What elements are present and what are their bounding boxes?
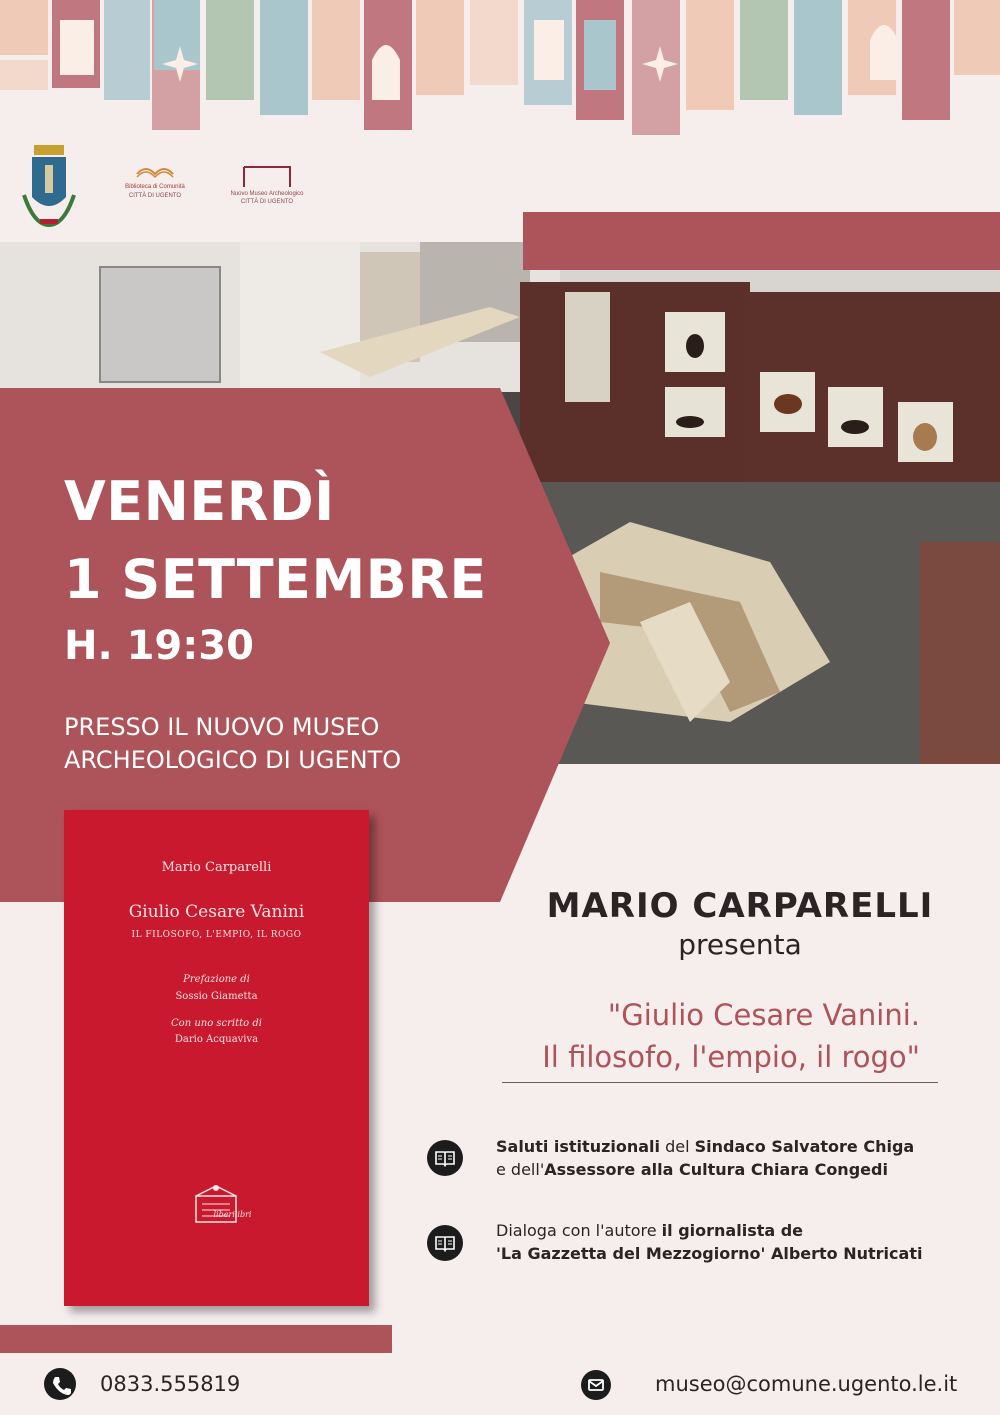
museum-frame-icon [242,165,292,189]
book-cover-writing-label: Con uno scritto di [171,1018,262,1029]
event-time: H. 19:30 [64,623,254,669]
event-day: VENERDÌ [64,470,335,533]
info-greetings-text1: del [660,1137,695,1156]
open-book-icon [135,160,175,180]
book-cover-subtitle: IL FILOSOFO, L'EMPIO, IL ROGO [131,930,302,940]
decorative-banner [0,0,1000,140]
book-title-line2: Il filosofo, l'empio, il rogo" [542,1040,920,1074]
info-greetings-bold1: Saluti istituzionali [496,1137,661,1156]
accent-bar-top [523,212,1000,270]
title-underline [502,1082,938,1083]
info-dialogue-bold2: 'La Gazzetta del Mezzogiorno' Alberto Nutricati [496,1244,923,1263]
info-greetings-text2: e dell' [496,1160,545,1179]
book-cover [64,810,369,1306]
museo-logo-name: Nuovo Museo Archeologico [230,191,304,197]
ugento-coat-of-arms-logo [22,145,76,229]
book-cover-title: Giulio Cesare Vanini [128,902,305,922]
phone-icon [44,1368,76,1400]
info-item-greetings [496,1135,914,1181]
event-venue-line2: ARCHEOLOGICO DI UGENTO [64,746,402,774]
email-address[interactable]: museo@comune.ugento.le.it [655,1372,958,1396]
info-item-dialogue [496,1219,922,1265]
event-date: 1 SETTEMBRE [64,548,487,611]
book-cover-writing-author: Dario Acquaviva [174,1034,259,1045]
accent-bar-bottom [0,1325,392,1353]
info-dialogue-text1: Dialoga con l'autore [496,1221,662,1240]
museo-logo [222,165,312,210]
info-dialogue-bold1: il giornalista de [661,1221,804,1240]
biblioteca-logo-city: CITTÀ DI UGENTO [128,193,182,199]
publisher-logo-icon [188,1182,244,1232]
book-icon [427,1140,463,1176]
presents-label: presenta [678,928,802,961]
book-cover-preface-label: Prefazione di [183,974,250,985]
info-greetings-bold3: Assessore alla Cultura Chiara Congedi [544,1160,888,1179]
book-cover-publisher: liberilibri [213,1210,252,1219]
book-icon [427,1225,463,1261]
presenter-name: MARIO CARPARELLI [546,886,934,926]
event-venue-line1: PRESSO IL NUOVO MUSEO [64,713,380,741]
mail-icon [581,1370,611,1400]
biblioteca-logo [110,160,200,215]
museo-logo-city: CITTÀ DI UGENTO [240,199,294,205]
book-cover-preface-author: Sossio Giametta [175,991,258,1002]
biblioteca-logo-name: Biblioteca di Comunità [125,184,185,190]
info-greetings-bold2: Sindaco Salvatore Chiga [694,1137,915,1156]
book-title-line1: "Giulio Cesare Vanini. [607,998,920,1032]
phone-number[interactable]: 0833.555819 [100,1372,241,1396]
book-cover-author: Mario Carparelli [161,860,272,875]
